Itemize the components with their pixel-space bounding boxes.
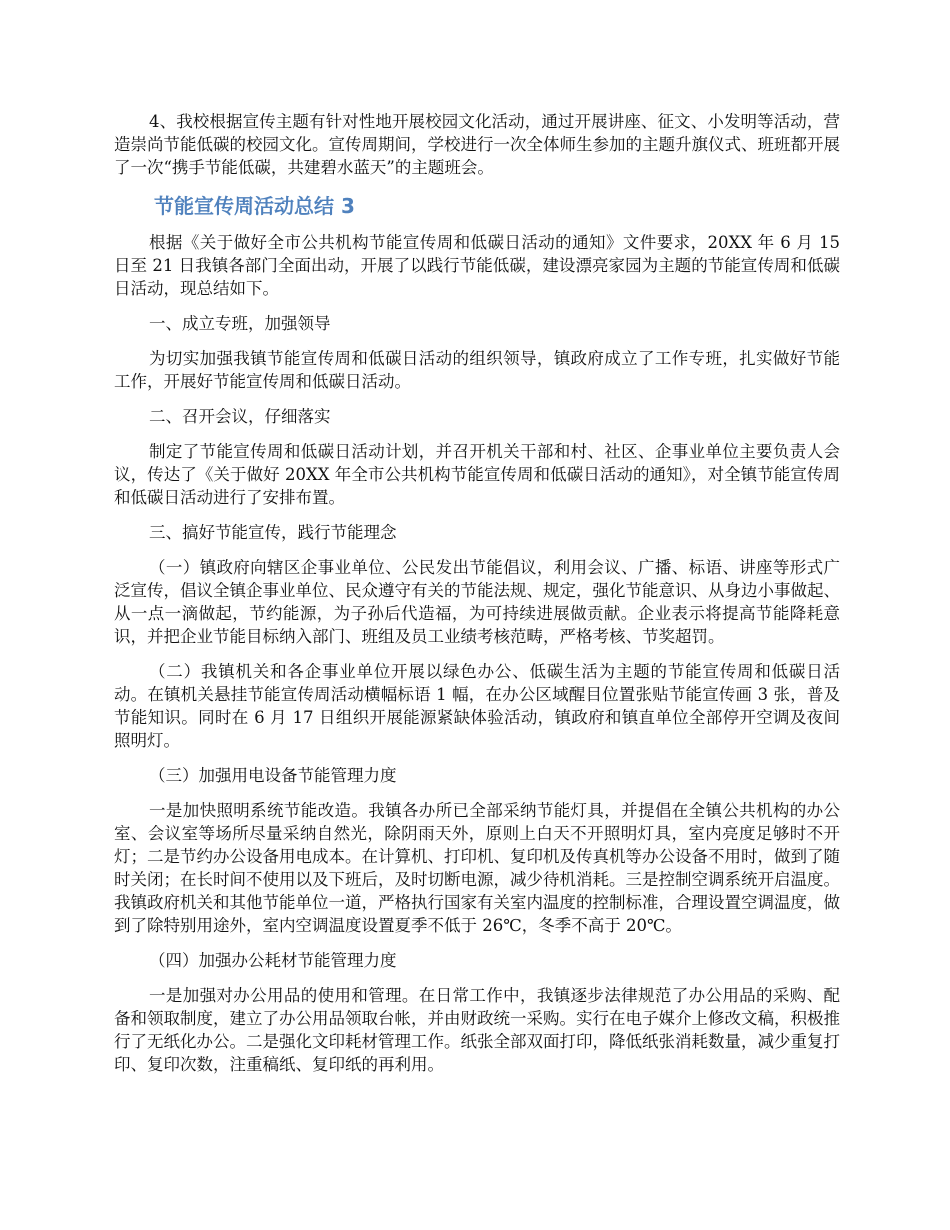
paragraph-5: （二）我镇机关和各企事业单位开展以绿色办公、低碳生活为主题的节能宣传周和低碳日活动。在镇机关悬挂节能宣传周活动横幅标语 1 幅，在办公区域醒目位置张贴节能宣传画 3 张，普及节能知识。同时在 6 月 17 日组织开展能源紧缺体验活动，镇政府和镇直单位全部停开空调及夜间照明灯。 (114, 662, 840, 750)
subheading-1: 一、成立专班，加强领导 (149, 314, 331, 333)
paragraph-6: 一是加快照明系统节能改造。我镇各办所已全部采纳节能灯具，并提倡在全镇公共机构的办公室、会议室等场所尽量采纳自然光，除阴雨天外，原则上白天不开照明灯具，室内亮度足够时不开灯；二是节约办公设备用电成本。在计算机、打印机、复印机及传真机等办公设备不用时，做到了随时关闭；在长时间不使用以及下班后，及时切断电源，减少待机消耗。三是控制空调系统开启温度。我镇政府机关和其他节能单位一道，严格执行国家有关室内温度的控制标准，合理设置空调温度，做到了除特别用途外，室内空调温度设置夏季不低于 26℃，冬季不高于 20℃。 (114, 801, 840, 935)
paragraph-2: 为切实加强我镇节能宣传周和低碳日活动的组织领导，镇政府成立了工作专班，扎实做好节能工作，开展好节能宣传周和低碳日活动。 (114, 349, 840, 391)
paragraph-7: 一是加强对办公用品的使用和管理。在日常工作中，我镇逐步法律规范了办公用品的采购、配备和领取制度，建立了办公用品领取台帐，并由财政统一采购。实行在电子媒介上修改文稿，积极推行了无纸化办公。二是强化文印耗材管理工作。纸张全部双面打印，降低纸张消耗数量，减少重复打印、复印次数，注重稿纸、复印纸的再利用。 (114, 986, 840, 1074)
section-title: 节能宣传周活动总结 3 (154, 194, 355, 218)
subheading-3: 三、搞好节能宣传，践行节能理念 (149, 523, 397, 542)
subheading-4: （三）加强用电设备节能管理力度 (149, 766, 397, 785)
document-body (114, 110, 840, 1088)
subheading-5: （四）加强办公耗材节能管理力度 (149, 951, 397, 970)
subheading-2: 二、召开会议，仔细落实 (149, 407, 331, 426)
paragraph-3: 制定了节能宣传周和低碳日活动计划，并召开机关干部和村、社区、企事业单位主要负责人会议，传达了《关于做好 20XX 年全市公共机构节能宣传周和低碳日活动的通知》，对全镇节能宣传周和低碳日活动进行了安排布置。 (114, 442, 840, 507)
intro-paragraph: 4、我校根据宣传主题有针对性地开展校园文化活动，通过开展讲座、征文、小发明等活动，营造崇尚节能低碳的校园文化。宣传周期间，学校进行一次全体师生参加的主题升旗仪式、班班都开展了一次“携手节能低碳，共建碧水蓝天”的主题班会。 (114, 112, 840, 177)
paragraph-1: 根据《关于做好全市公共机构节能宣传周和低碳日活动的通知》文件要求，20XX 年 6 月 15 日至 21 日我镇各部门全面出动，开展了以践行节能低碳，建设漂亮家园为主题的节能宣传周和低碳日活动，现总结如下。 (114, 233, 840, 298)
paragraph-4: （一）镇政府向辖区企事业单位、公民发出节能倡议，利用会议、广播、标语、讲座等形式广泛宣传，倡议全镇企事业单位、民众遵守有关的节能法规、规定，强化节能意识、从身边小事做起、从一点一滴做起，节约能源，为子孙后代造福，为可持续进展做贡献。企业表示将提高节能降耗意识，并把企业节能目标纳入部门、班组及员工业绩考核范畴，严格考核、节奖超罚。 (114, 558, 840, 646)
